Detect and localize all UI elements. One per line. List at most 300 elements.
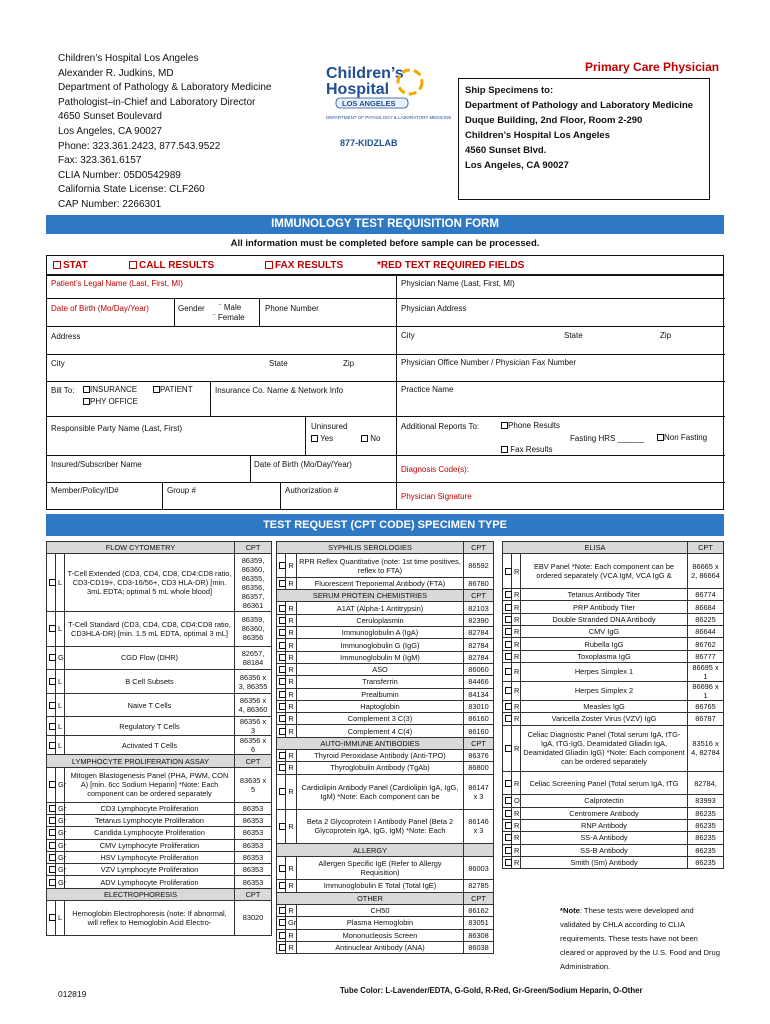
checkbox-cell[interactable] — [47, 693, 56, 717]
city-field[interactable]: City — [51, 359, 65, 368]
checkbox-cell[interactable] — [277, 639, 286, 651]
checkbox-cell[interactable] — [277, 614, 286, 626]
checkbox-cell[interactable] — [503, 807, 512, 819]
test-name: Rubella IgG — [521, 638, 688, 650]
test-checkbox[interactable] — [505, 668, 512, 675]
ship-specimens-box — [458, 78, 710, 200]
bill-phy-office-option[interactable] — [83, 397, 138, 406]
section-title: SERUM PROTEIN CHEMISTRIES — [277, 590, 464, 602]
insured-name-field[interactable]: Insured/Subscriber Name — [51, 460, 142, 469]
test-checkbox[interactable] — [279, 752, 286, 759]
checkbox-cell[interactable] — [503, 638, 512, 650]
test-checkbox[interactable] — [279, 562, 286, 569]
bill-patient-option[interactable] — [153, 385, 193, 394]
test-checkbox[interactable] — [279, 907, 286, 914]
physician-zip-field[interactable]: Zip — [660, 331, 672, 340]
checkbox-cell[interactable] — [503, 725, 512, 771]
test-row[interactable] — [503, 844, 724, 856]
test-name: Immunoglobulin G (IgG) — [297, 639, 464, 651]
test-row[interactable] — [277, 639, 494, 651]
test-row[interactable] — [47, 876, 272, 888]
test-checkbox[interactable] — [505, 568, 512, 575]
test-checkbox[interactable] — [49, 817, 56, 824]
insurance-name-field[interactable]: Insurance Co. Name & Network Info — [215, 386, 344, 395]
checkbox-cell[interactable] — [503, 613, 512, 625]
stat-option[interactable] — [53, 260, 88, 271]
checkbox-cell[interactable] — [47, 864, 56, 876]
test-row[interactable] — [277, 762, 494, 774]
test-row[interactable] — [277, 614, 494, 626]
responsible-party-field[interactable]: Responsible Party Name (Last, First) — [51, 424, 183, 433]
checkbox-cell[interactable] — [503, 681, 512, 700]
checkbox-cell[interactable] — [277, 663, 286, 675]
checkbox-cell[interactable] — [277, 651, 286, 663]
test-checkbox[interactable] — [279, 728, 286, 735]
fasting-hrs-field[interactable]: Fasting HRS ______ — [570, 434, 645, 443]
test-table-3 — [502, 541, 724, 869]
form-title: IMMUNOLOGY TEST REQUISITION FORM — [46, 215, 724, 234]
checkbox-cell[interactable] — [503, 844, 512, 856]
cpt-code: 86359, 86360, 86356 — [235, 611, 272, 646]
test-row[interactable] — [503, 832, 724, 844]
test-row[interactable] — [503, 638, 724, 650]
test-row[interactable] — [277, 904, 494, 916]
gender-female[interactable]: ¨ Female — [213, 313, 245, 322]
test-name: Immunoglobulin M (IgM) — [297, 651, 464, 663]
tube-type: R — [286, 713, 297, 725]
cpt-code: 86225 — [688, 613, 724, 625]
test-checkbox[interactable] — [505, 715, 512, 722]
test-checkbox[interactable] — [279, 944, 286, 951]
section-header — [47, 755, 272, 767]
test-row[interactable] — [47, 864, 272, 876]
checkbox-cell[interactable] — [277, 676, 286, 688]
test-checkbox[interactable] — [49, 879, 56, 886]
checkbox-cell[interactable] — [503, 601, 512, 613]
cpt-code: 86684 — [688, 601, 724, 613]
checkbox-cell[interactable] — [503, 795, 512, 807]
test-name: Naive T Cells — [65, 693, 235, 717]
required-note: *RED TEXT REQUIRED FIELDS — [377, 260, 525, 271]
test-name: Allergen Specific IgE (Refer to Allergy Requisition) — [297, 856, 464, 880]
cpt-code: 86356 x 6 — [235, 736, 272, 755]
test-checkbox[interactable] — [49, 866, 56, 873]
checkbox-cell[interactable] — [47, 611, 56, 646]
checkbox-cell[interactable] — [277, 627, 286, 639]
test-row[interactable] — [503, 700, 724, 712]
cpt-code: 86762 — [688, 638, 724, 650]
member-id-field[interactable]: Member/Policy/ID# — [51, 486, 119, 495]
test-row[interactable] — [277, 651, 494, 663]
test-row[interactable] — [277, 941, 494, 953]
bill-insurance-label: INSURANCE — [90, 385, 138, 394]
uninsured-no[interactable] — [361, 434, 380, 443]
test-checkbox[interactable] — [49, 654, 56, 661]
test-row[interactable] — [503, 725, 724, 771]
test-checkbox[interactable] — [49, 914, 56, 921]
test-name: CH50 — [297, 904, 464, 916]
test-checkbox[interactable] — [279, 715, 286, 722]
cpt-header: CPT — [235, 755, 272, 767]
checkbox-cell[interactable] — [503, 713, 512, 725]
group-number-field[interactable]: Group # — [167, 486, 196, 495]
checkbox-cell[interactable] — [47, 851, 56, 863]
tube-type: R — [286, 554, 297, 578]
checkbox-cell[interactable] — [277, 602, 286, 614]
section-header — [47, 542, 272, 554]
test-checkbox[interactable] — [49, 805, 56, 812]
fax-results-checkbox-label: Fax Results — [510, 445, 553, 454]
test-row[interactable] — [277, 750, 494, 762]
checkbox-cell[interactable] — [277, 762, 286, 774]
test-checkbox[interactable] — [279, 629, 286, 636]
test-row[interactable] — [47, 839, 272, 851]
test-checkbox[interactable] — [279, 654, 286, 661]
test-checkbox[interactable] — [279, 703, 286, 710]
test-name: Fluorescent Treponemal Antibody (FTA) — [297, 577, 464, 589]
cpt-code: 86353 — [235, 814, 272, 826]
test-name: SS-B Antibody — [521, 844, 688, 856]
test-name: ADV Lymphocyte Proliferation — [65, 876, 235, 888]
test-row[interactable] — [503, 662, 724, 681]
checkbox-cell[interactable] — [47, 827, 56, 839]
cpt-code: 82784, — [688, 771, 724, 795]
checkbox-cell[interactable] — [277, 554, 286, 578]
test-name: Ceruloplasmin — [297, 614, 464, 626]
test-checkbox[interactable] — [505, 797, 512, 804]
cpt-code: 83516 x 4, 82784 — [688, 725, 724, 771]
test-name: B Cell Subsets — [65, 670, 235, 694]
test-row[interactable] — [277, 602, 494, 614]
address-line: Phone: 323.361.2423, 877.543.9522 — [58, 140, 221, 152]
chla-logo — [318, 62, 452, 159]
bill-insurance-option[interactable] — [83, 385, 137, 394]
test-row[interactable] — [503, 771, 724, 795]
checkbox-cell[interactable] — [47, 876, 56, 888]
phone-field[interactable]: Phone Number — [265, 304, 319, 313]
phone-results-option[interactable] — [501, 421, 560, 430]
test-checkbox[interactable] — [505, 604, 512, 611]
test-row[interactable] — [503, 713, 724, 725]
test-row[interactable] — [277, 856, 494, 880]
checkbox-cell[interactable] — [277, 700, 286, 712]
checkbox-cell[interactable] — [47, 802, 56, 814]
checkbox-cell[interactable] — [277, 917, 286, 929]
checkbox-cell[interactable] — [503, 554, 512, 589]
checkbox-cell[interactable] — [277, 713, 286, 725]
test-checkbox[interactable] — [505, 810, 512, 817]
test-name: RPR Reflex Quantitative (note: 1st time positives, reflex to FTA) — [297, 554, 464, 578]
test-checkbox[interactable] — [49, 579, 56, 586]
checkbox-cell[interactable] — [277, 577, 286, 589]
test-row[interactable] — [277, 917, 494, 929]
checkbox-cell[interactable] — [277, 750, 286, 762]
section-header — [277, 892, 494, 904]
test-name: A1AT (Alpha-1 Antitrypsin) — [297, 602, 464, 614]
checkbox-cell[interactable] — [503, 700, 512, 712]
checkbox-cell[interactable] — [503, 589, 512, 601]
test-name: Tetanus Antibody Titer — [521, 589, 688, 601]
test-row[interactable] — [47, 717, 272, 736]
checkbox-cell[interactable] — [503, 819, 512, 831]
tube-type: R — [286, 880, 297, 892]
physician-address-field[interactable]: Physician Address — [401, 304, 467, 313]
gender-male[interactable]: ¨ Male — [219, 303, 242, 312]
test-checkbox[interactable] — [279, 764, 286, 771]
test-checkbox[interactable] — [279, 617, 286, 624]
test-name: Complement 3 C(3) — [297, 713, 464, 725]
tube-type: R — [512, 844, 521, 856]
test-row[interactable] — [277, 713, 494, 725]
test-checkbox[interactable] — [505, 687, 512, 694]
test-checkbox[interactable] — [49, 829, 56, 836]
test-checkbox[interactable] — [505, 653, 512, 660]
cpt-code: 86787 — [688, 713, 724, 725]
options-row — [46, 255, 724, 275]
test-checkbox[interactable] — [279, 788, 286, 795]
test-row[interactable] — [47, 554, 272, 612]
cpt-code: 86353 — [235, 876, 272, 888]
test-checkbox[interactable] — [279, 691, 286, 698]
checkbox-cell[interactable] — [47, 670, 56, 694]
fax-results-checkbox[interactable] — [501, 445, 552, 454]
checkbox-cell[interactable] — [503, 856, 512, 868]
test-row[interactable] — [503, 613, 724, 625]
ship-line: Department of Pathology and Laboratory Medicine — [465, 100, 694, 111]
checkbox-cell[interactable] — [277, 904, 286, 916]
cpt-code: 83020 — [235, 901, 272, 936]
test-checkbox[interactable] — [279, 580, 286, 587]
test-checkbox[interactable] — [49, 842, 56, 849]
tube-type: R — [512, 638, 521, 650]
test-checkbox[interactable] — [505, 703, 512, 710]
test-row[interactable] — [47, 767, 272, 802]
checkbox-cell[interactable] — [47, 646, 56, 670]
checkbox-cell[interactable] — [277, 774, 286, 809]
test-row[interactable] — [503, 819, 724, 831]
test-checkbox[interactable] — [49, 723, 56, 730]
tube-type: Gr — [56, 767, 65, 802]
test-row[interactable] — [47, 827, 272, 839]
test-checkbox[interactable] — [279, 865, 286, 872]
tube-type: R — [512, 554, 521, 589]
tube-type: Gr — [56, 839, 65, 851]
tube-type: R — [286, 904, 297, 916]
test-checkbox[interactable] — [279, 823, 286, 830]
checkbox-cell[interactable] — [47, 901, 56, 936]
tube-type: Gr — [56, 827, 65, 839]
physician-signature-field[interactable]: Physician Signature — [401, 492, 472, 501]
checkbox-cell[interactable] — [503, 771, 512, 795]
test-checkbox[interactable] — [279, 666, 286, 673]
test-checkbox[interactable] — [505, 745, 512, 752]
tube-type: Gr — [56, 802, 65, 814]
zip-field[interactable]: Zip — [343, 359, 355, 368]
physician-name-field[interactable]: Physician Name (Last, First, MI) — [401, 279, 515, 288]
test-row[interactable] — [47, 693, 272, 717]
test-row[interactable] — [277, 577, 494, 589]
physician-state-field[interactable]: State — [564, 331, 583, 340]
test-row[interactable] — [277, 725, 494, 737]
test-checkbox[interactable] — [505, 641, 512, 648]
checkbox-cell[interactable] — [277, 725, 286, 737]
test-checkbox[interactable] — [49, 742, 56, 749]
test-row[interactable] — [503, 856, 724, 868]
phone-results-label: Phone Results — [508, 421, 561, 430]
lab-address-block — [58, 52, 271, 213]
physician-city-field[interactable]: City — [401, 331, 415, 340]
test-row[interactable] — [277, 929, 494, 941]
checkbox-cell[interactable] — [47, 839, 56, 851]
cpt-code: 86356 x 4, 86360 — [235, 693, 272, 717]
test-name: Immunoglobulin E Total (Total IgE) — [297, 880, 464, 892]
uninsured-label: Uninsured — [311, 422, 348, 431]
checkbox-cell[interactable] — [277, 856, 286, 880]
cpt-code: 86696 x 1 — [688, 681, 724, 700]
office-number-field[interactable]: Physician Office Number / Physician Fax Number — [401, 358, 577, 367]
cpt-code: 86376 — [464, 750, 494, 762]
test-checkbox[interactable] — [279, 678, 286, 685]
test-row[interactable] — [503, 589, 724, 601]
tube-type: L — [56, 611, 65, 646]
authorization-field[interactable]: Authorization # — [285, 486, 339, 495]
bill-patient-label: PATIENT — [160, 385, 193, 394]
test-row[interactable] — [47, 802, 272, 814]
test-row[interactable] — [503, 650, 724, 662]
cpt-code: 86665 x 2, 86664 — [688, 554, 724, 589]
test-name: CMV Lymphocyte Proliferation — [65, 839, 235, 851]
test-checkbox[interactable] — [279, 882, 286, 889]
test-checkbox[interactable] — [505, 591, 512, 598]
test-checkbox[interactable] — [49, 625, 56, 632]
test-row[interactable] — [47, 901, 272, 936]
checkbox-cell[interactable] — [47, 736, 56, 755]
checkbox-cell[interactable] — [503, 832, 512, 844]
checkbox-cell[interactable] — [277, 809, 286, 844]
checkbox-cell[interactable] — [277, 880, 286, 892]
cpt-code: 82784 — [464, 627, 494, 639]
address-line: Alexander R. Judkins, MD — [58, 67, 174, 79]
test-checkbox[interactable] — [49, 854, 56, 861]
tube-type: Gr — [56, 876, 65, 888]
test-row[interactable] — [47, 611, 272, 646]
test-row[interactable] — [503, 795, 724, 807]
checkbox-cell[interactable] — [47, 767, 56, 802]
test-row[interactable] — [277, 627, 494, 639]
address-field[interactable]: Address — [51, 332, 81, 341]
test-row[interactable] — [277, 774, 494, 809]
test-checkbox[interactable] — [505, 616, 512, 623]
diagnosis-code-field[interactable]: Diagnosis Code(s): — [401, 465, 470, 474]
test-table-1 — [46, 541, 272, 936]
test-checkbox[interactable] — [49, 702, 56, 709]
tube-type: R — [512, 713, 521, 725]
checkbox-cell[interactable] — [277, 688, 286, 700]
insured-dob-field[interactable]: Date of Birth (Mo/Day/Year) — [254, 460, 352, 469]
cpt-code: 86235 — [688, 856, 724, 868]
test-row[interactable] — [277, 663, 494, 675]
fax-results-option[interactable] — [265, 260, 343, 271]
test-row[interactable] — [277, 880, 494, 892]
patient-name-field[interactable]: Patient’s Legal Name (Last, First, MI) — [51, 279, 183, 288]
test-checkbox[interactable] — [505, 628, 512, 635]
test-checkbox[interactable] — [49, 678, 56, 685]
test-row[interactable] — [47, 814, 272, 826]
section-header — [47, 888, 272, 900]
test-name: Beta 2 Glycoprotein I Antibody Panel (Beta 2 Glycoprotein IgA, IgG, IgM) *Note: Each — [297, 809, 464, 844]
test-row[interactable] — [47, 646, 272, 670]
checkbox-cell[interactable] — [277, 941, 286, 953]
test-checkbox[interactable] — [49, 781, 56, 788]
call-results-option[interactable] — [129, 260, 214, 271]
test-checkbox[interactable] — [505, 834, 512, 841]
test-row[interactable] — [277, 809, 494, 844]
test-name: Complement 4 C(4) — [297, 725, 464, 737]
test-row[interactable] — [503, 601, 724, 613]
test-checkbox[interactable] — [279, 605, 286, 612]
checkbox-cell[interactable] — [503, 662, 512, 681]
tube-type: L — [56, 670, 65, 694]
test-checkbox[interactable] — [505, 847, 512, 854]
test-row[interactable] — [47, 851, 272, 863]
state-field[interactable]: State — [269, 359, 288, 368]
test-row[interactable] — [47, 736, 272, 755]
additional-reports-label: Additional Reports To: — [401, 422, 480, 431]
test-row[interactable] — [277, 688, 494, 700]
test-checkbox[interactable] — [279, 919, 286, 926]
test-row[interactable] — [277, 700, 494, 712]
test-row[interactable] — [503, 554, 724, 589]
checkbox-cell[interactable] — [277, 929, 286, 941]
cpt-code: 86235 — [688, 844, 724, 856]
checkbox-cell[interactable] — [503, 650, 512, 662]
test-checkbox[interactable] — [505, 822, 512, 829]
test-checkbox[interactable] — [279, 642, 286, 649]
cpt-header: CPT — [464, 542, 494, 554]
test-row[interactable] — [503, 807, 724, 819]
dob-field[interactable]: Date of Birth (Mo/Day/Year) — [51, 304, 149, 313]
practice-name-field[interactable]: Practice Name — [401, 385, 454, 394]
checkbox-cell[interactable] — [47, 554, 56, 612]
test-name: Antinuclear Antibody (ANA) — [297, 941, 464, 953]
cpt-code: 86308 — [464, 929, 494, 941]
address-line: CAP Number: 2266301 — [58, 198, 162, 210]
tube-type: R — [286, 577, 297, 589]
non-fasting-option[interactable] — [657, 433, 707, 442]
cpt-code: 86038 — [464, 941, 494, 953]
test-row[interactable] — [277, 676, 494, 688]
test-row[interactable] — [277, 554, 494, 578]
test-checkbox[interactable] — [279, 932, 286, 939]
tube-type: R — [286, 627, 297, 639]
cpt-code: 86146 x 3 — [464, 809, 494, 844]
checkbox-cell[interactable] — [47, 814, 56, 826]
tube-type: R — [286, 774, 297, 809]
tube-type: R — [512, 662, 521, 681]
test-row[interactable] — [47, 670, 272, 694]
checkbox-cell[interactable] — [47, 717, 56, 736]
test-row[interactable] — [503, 626, 724, 638]
uninsured-yes[interactable] — [311, 434, 333, 443]
test-checkbox[interactable] — [505, 780, 512, 787]
checkbox-cell[interactable] — [503, 626, 512, 638]
cpt-code: 86800 — [464, 762, 494, 774]
cpt-code: 83051 — [464, 917, 494, 929]
test-row[interactable] — [503, 681, 724, 700]
test-checkbox[interactable] — [505, 859, 512, 866]
test-name: SS-A Antibody — [521, 832, 688, 844]
test-name: PRP Antibody Titer — [521, 601, 688, 613]
